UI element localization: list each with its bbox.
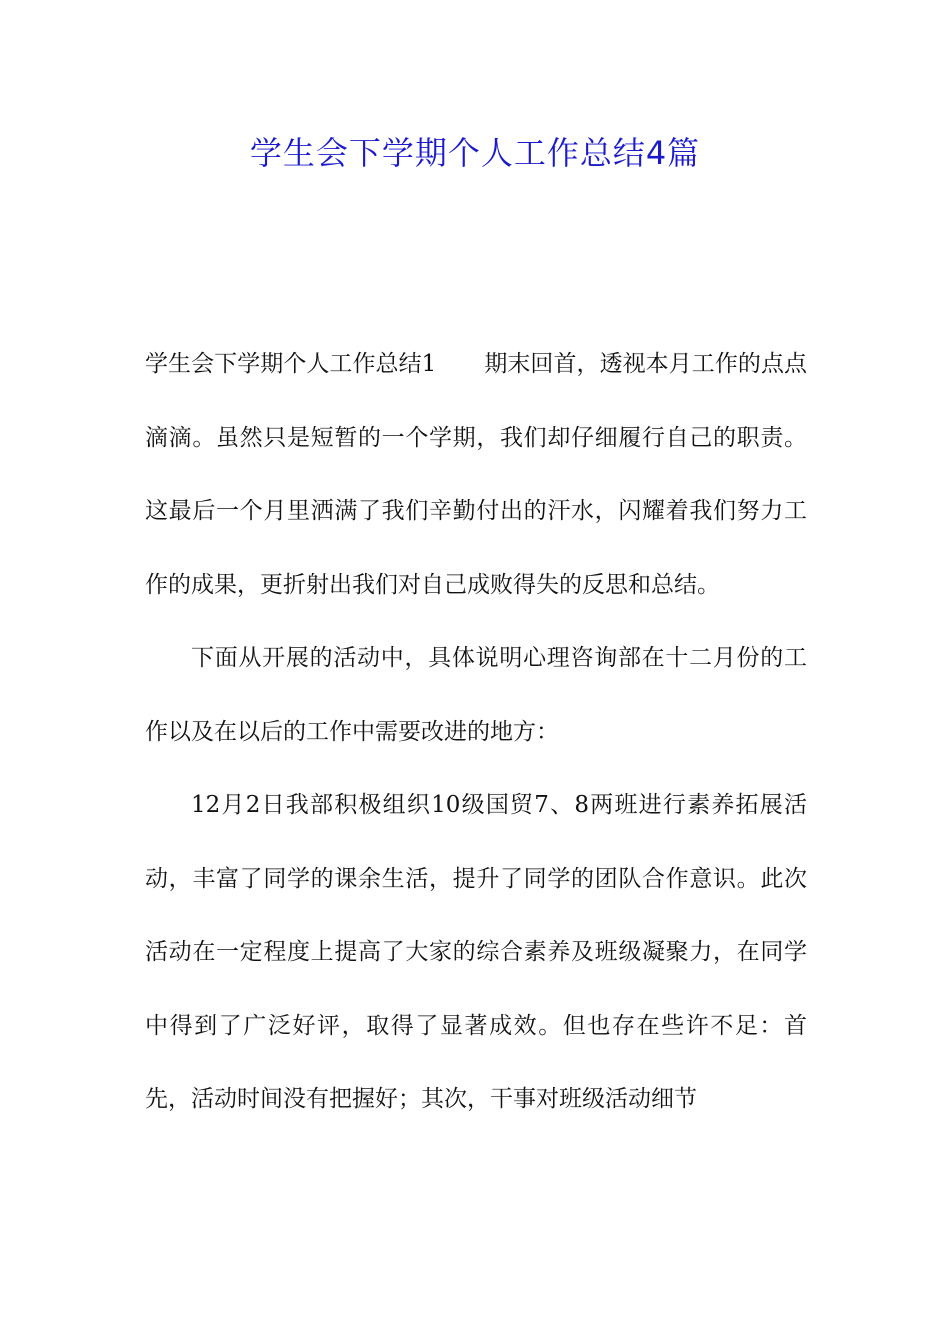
paragraph-1-text: 期末回首，透视本月工作的点点滴滴。虽然只是短暂的一个学期，我们却仔细履行自己的职责。这最后一个月里洒满了我们辛勤付出的汗水，闪耀着我们努力工作的成果，更折射出我们对自己成败得失的反思和总结。 xyxy=(145,351,807,598)
paragraph-1 xyxy=(145,328,807,622)
paragraph-3: 12月2日我部积极组织10级国贸7、8两班进行素养拓展活动，丰富了同学的课余生活，提升了同学的团队合作意识。此次活动在一定程度上提高了大家的综合素养及班级凝聚力，在同学中得到了广泛好评，取得了显著成效。但也存在些许不足：首先，活动时间没有把握好；其次，干事对班级活动细节 xyxy=(145,792,807,1112)
document-body xyxy=(145,328,807,1137)
section-heading: 学生会下学期个人工作总结1 xyxy=(145,351,437,377)
paragraph-2: 下面从开展的活动中，具体说明心理咨询部在十二月份的工作以及在以后的工作中需要改进的地方： xyxy=(145,645,807,745)
document-title: 学生会下学期个人工作总结4篇 xyxy=(249,134,701,172)
